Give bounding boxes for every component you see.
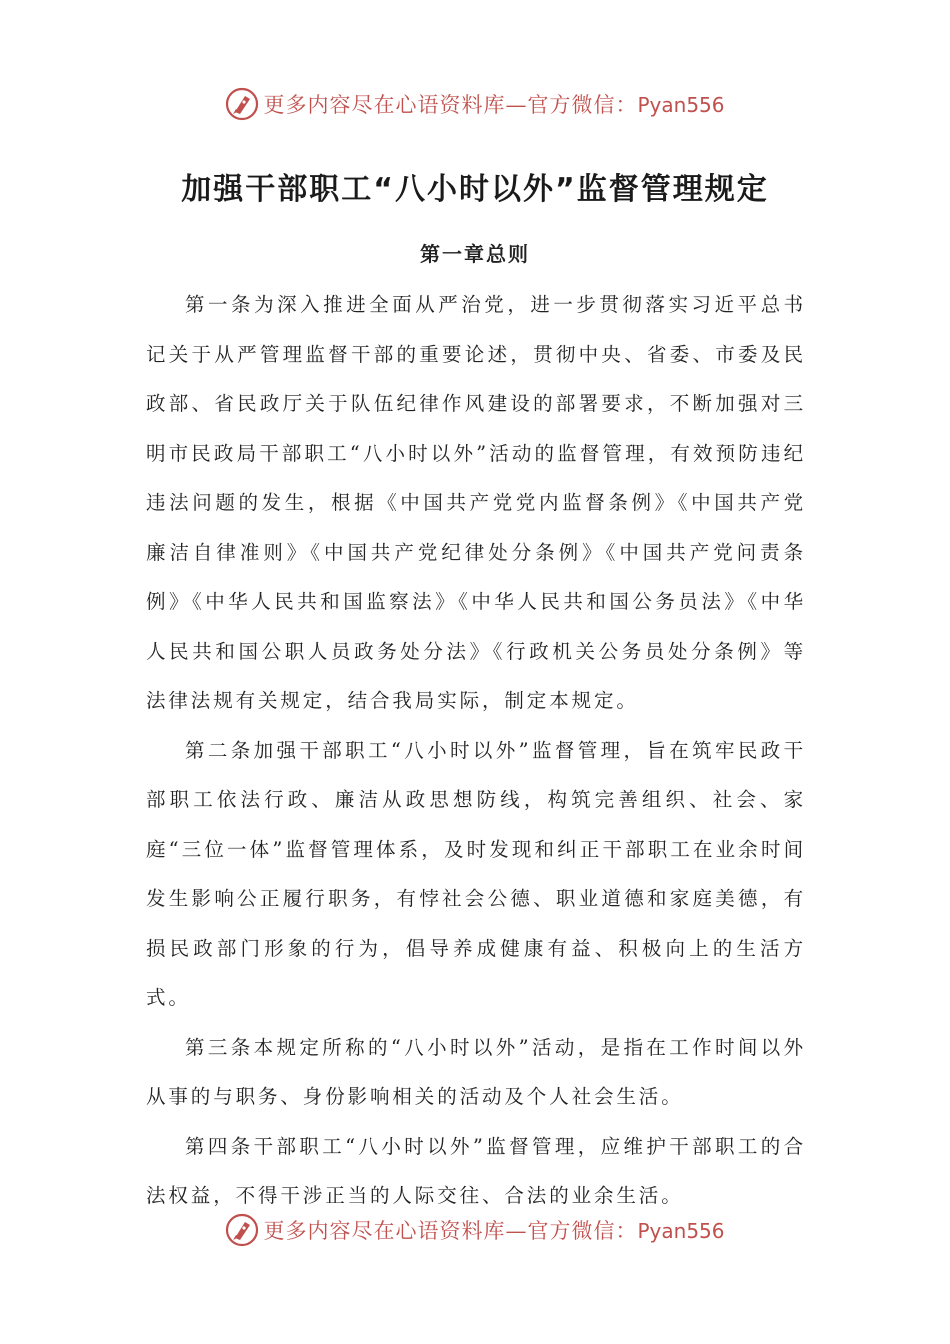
- pen-nib-logo-icon: [225, 87, 259, 121]
- article-1: 第一条为深入推进全面从严治党，进一步贯彻落实习近平总书记关于从严管理监督干部的重要论述，贯彻中央、省委、市委及民政部、省民政厅关于队伍纪律作风建设的部署要求，不断加强对三明市民政局干部职工“八小时以外”活动的监督管理，有效预防违纪违法问题的发生，根据《中国共产党党内监督条例》《中国共产党廉洁自律准则》《中国共产党纪律处分条例》《中国共产党问责条例》《中华人民共和国监察法》《中华人民共和国公务员法》《中华人民共和国公职人员政务处分法》《行政机关公务员处分条例》等法律法规有关规定，结合我局实际，制定本规定。: [146, 293, 806, 712]
- pen-nib-logo-icon: [225, 1213, 259, 1247]
- article-3: 第三条本规定所称的“八小时以外”活动，是指在工作时间以外从事的与职务、身份影响相关的活动及个人社会生活。: [146, 1035, 806, 1108]
- wechat-id: Pyan556: [637, 93, 725, 117]
- article-2: 第二条加强干部职工“八小时以外”监督管理，旨在筑牢民政干部职工依法行政、廉洁从政思想防线，构筑完善组织、社会、家庭“三位一体”监督管理体系，及时发现和纠正干部职工在业余时间发生影响公正履行职务，有悖社会公德、职业道德和家庭美德，有损民政部门形象的行为，倡导养成健康有益、积极向上的生活方式。: [146, 738, 806, 1009]
- watermark-banner-bottom: [0, 1210, 950, 1250]
- document-body: [146, 280, 806, 1221]
- watermark-text: 更多内容尽在心语资料库—官方微信：Pyan556: [263, 93, 725, 117]
- watermark-text: 更多内容尽在心语资料库—官方微信：Pyan556: [263, 1219, 725, 1243]
- document-title: 加强干部职工“八小时以外”监督管理规定: [181, 172, 769, 207]
- watermark-banner-top: [0, 84, 950, 124]
- wechat-id: Pyan556: [637, 1219, 725, 1243]
- article-4: 第四条干部职工“八小时以外”监督管理，应维护干部职工的合法权益，不得干涉正当的人际交往、合法的业余生活。: [146, 1134, 806, 1207]
- chapter-heading: 第一章总则: [420, 242, 530, 266]
